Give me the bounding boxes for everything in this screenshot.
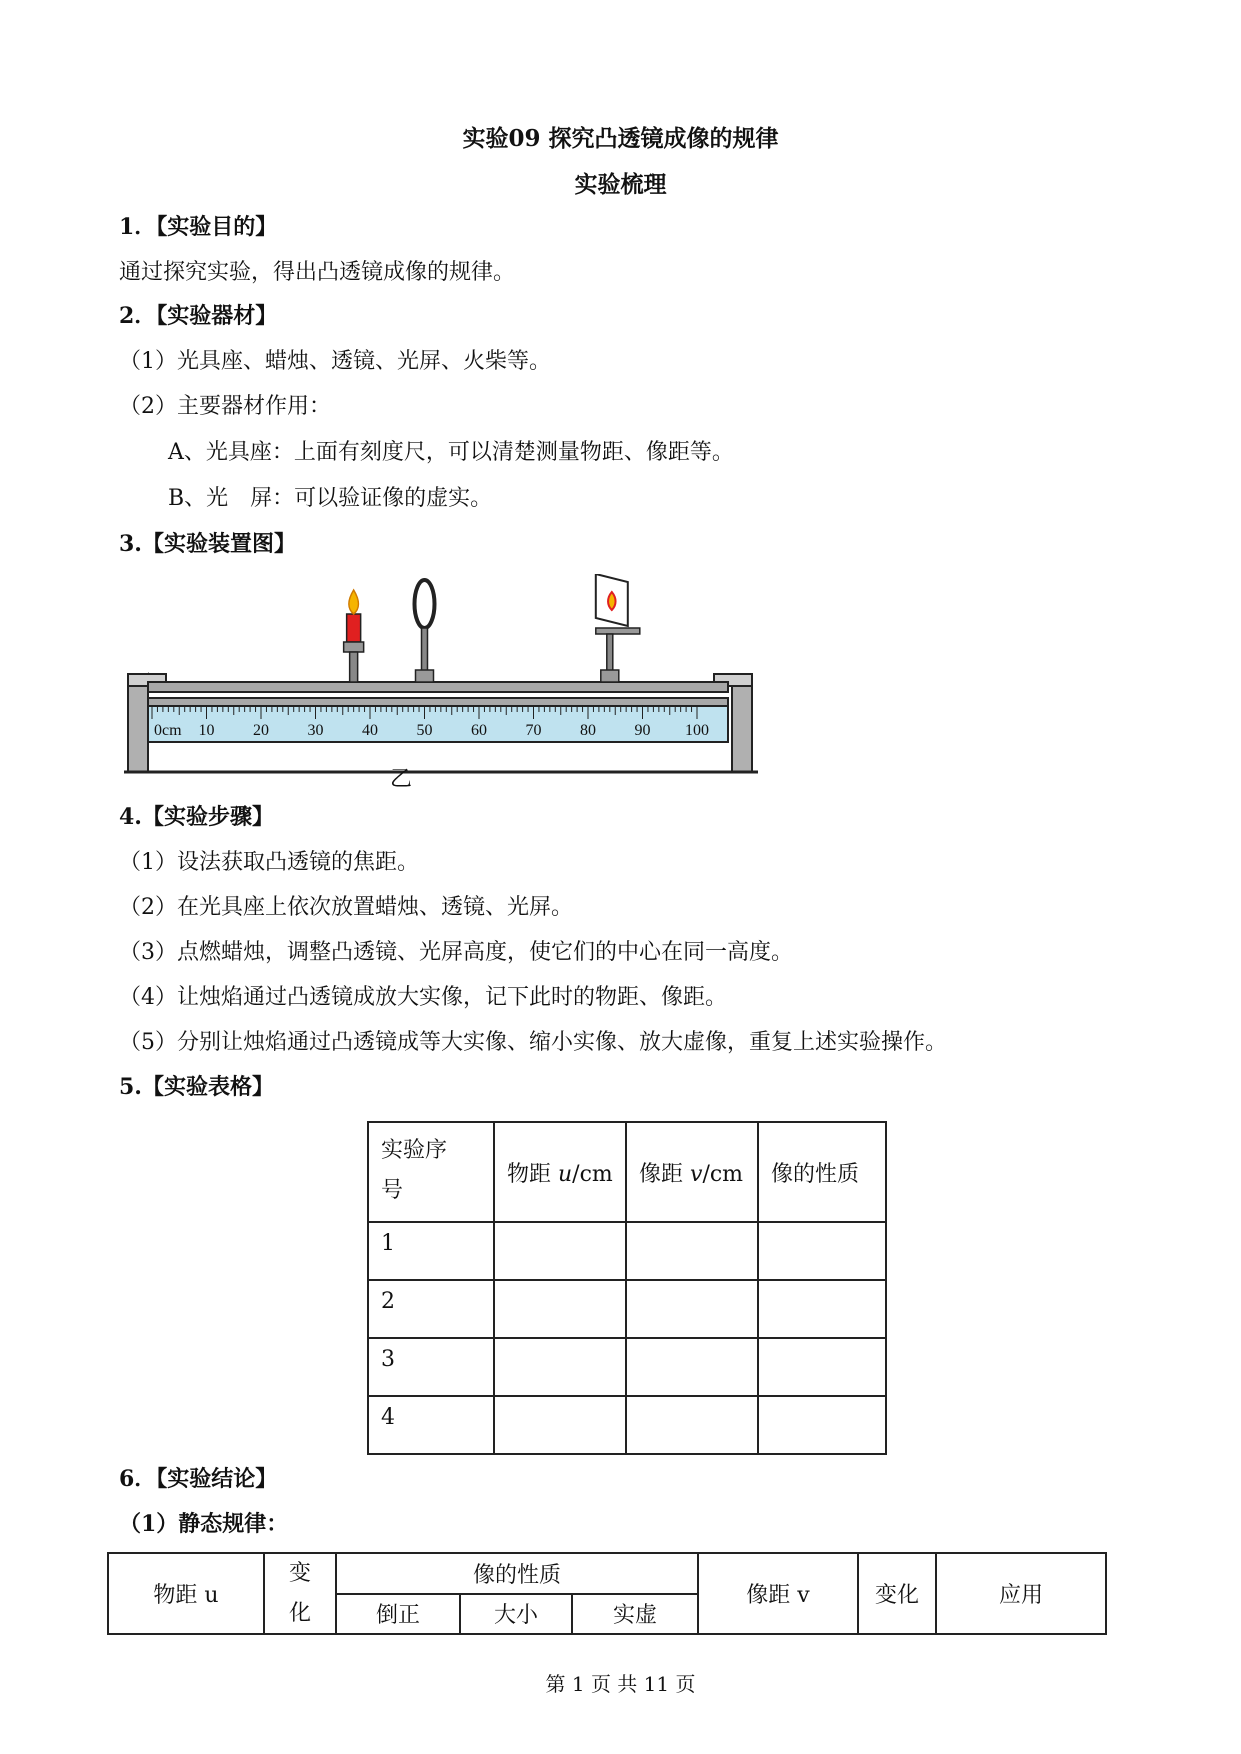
header-image-nature: 像的性质 (336, 1553, 698, 1594)
cell-v (626, 1222, 758, 1280)
section-2-sub-a: A、光具座：上面有刻度尺，可以清楚测量物距、像距等。 (168, 440, 734, 465)
convex-lens (415, 580, 435, 682)
row-seq: 2 (368, 1280, 494, 1338)
candle-holder (344, 642, 364, 652)
experiment-table (367, 1121, 887, 1455)
ruler-tick-label: 50 (416, 722, 433, 739)
header-image-distance-v: 像距 v (698, 1553, 858, 1634)
screen-holder (596, 628, 640, 634)
section-1-heading: 1．【实验目的】 (119, 214, 278, 240)
table-header-row (368, 1122, 886, 1222)
candle-flame-icon (349, 590, 359, 614)
ruler-tick-label: 80 (580, 722, 596, 739)
cell-v (626, 1280, 758, 1338)
section-1-text: 通过探究实验，得出凸透镜成像的规律。 (119, 260, 516, 285)
row-seq: 3 (368, 1338, 494, 1396)
table-row (368, 1280, 886, 1338)
ruler-tick-label: 40 (362, 722, 378, 739)
header-image-distance: 像距 v/cm (626, 1122, 758, 1222)
header-real-virtual: 实虚 (572, 1594, 698, 1635)
header-object-distance: 物距 u/cm (494, 1122, 626, 1222)
candle-body (347, 614, 361, 642)
screen-clamp (601, 670, 619, 682)
optical-bench-figure (118, 574, 768, 794)
page-subtitle: 实验梳理 (574, 171, 667, 198)
cell-v (626, 1338, 758, 1396)
section-6-heading: 6．【实验结论】 (119, 1466, 278, 1492)
step-4: （4）让烛焰通过凸透镜成放大实像，记下此时的物距、像距。 (119, 985, 727, 1010)
section-2-item-1: （1）光具座、蜡烛、透镜、光屏、火柴等。 (119, 349, 551, 374)
section-2-heading: 2．【实验器材】 (119, 303, 278, 329)
ruler-tick-label: 60 (471, 722, 487, 739)
step-3: （3）点燃蜡烛，调整凸透镜、光屏高度，使它们的中心在同一高度。 (119, 940, 793, 965)
step-1: （1）设法获取凸透镜的焦距。 (119, 850, 419, 875)
row-seq: 4 (368, 1396, 494, 1454)
ruler-tick-label: 100 (685, 722, 709, 739)
page-footer: 第 1 页 共 11 页 (545, 1672, 696, 1696)
cell-nature (758, 1222, 886, 1280)
section-4-heading: 4.【实验步骤】 (119, 804, 274, 830)
lens-ring (415, 580, 435, 628)
support-bar-top (148, 682, 728, 692)
cell-v (626, 1396, 758, 1454)
candle (344, 590, 364, 682)
header-object-distance-u: 物距 u (108, 1553, 264, 1634)
header-size: 大小 (460, 1594, 572, 1635)
figure-caption: 乙 (390, 767, 413, 792)
section-2-sub-b: B、光 屏：可以验证像的虚实。 (168, 486, 493, 511)
step-2: （2）在光具座上依次放置蜡烛、透镜、光屏。 (119, 895, 573, 920)
right-stand-front (732, 684, 752, 772)
support-bar-mid (148, 698, 728, 706)
header-change-1: 变 化 (264, 1553, 336, 1634)
header-image-nature: 像的性质 (758, 1122, 886, 1222)
table-row (368, 1396, 886, 1454)
row-seq: 1 (368, 1222, 494, 1280)
header-upright: 倒正 (336, 1594, 460, 1635)
ruler-tick-label: 30 (307, 722, 324, 739)
section-5-heading: 5.【实验表格】 (119, 1074, 274, 1100)
cell-u (494, 1396, 626, 1454)
cell-u (494, 1280, 626, 1338)
screen-image-icon (608, 592, 616, 610)
header-seq: 实验序 号 (368, 1122, 494, 1222)
left-stand-front (128, 684, 148, 772)
step-5: （5）分别让烛焰通过凸透镜成等大实像、缩小实像、放大虚像，重复上述实验操作。 (119, 1030, 947, 1055)
lens-post (422, 628, 428, 672)
header-application: 应用 (936, 1553, 1106, 1634)
table-row (368, 1338, 886, 1396)
screen-post (607, 634, 613, 672)
cell-u (494, 1222, 626, 1280)
section-3-heading: 3.【实验装置图】 (119, 531, 296, 557)
cell-nature (758, 1338, 886, 1396)
ruler-tick-label: 20 (253, 722, 269, 739)
light-screen (596, 574, 640, 682)
lens-clamp (416, 670, 434, 682)
ruler-unit-label: 0cm (154, 722, 182, 739)
section-2-item-2: （2）主要器材作用： (119, 394, 331, 419)
table-row (368, 1222, 886, 1280)
ruler-tick-label: 70 (525, 722, 542, 739)
page-title: 实验09 探究凸透镜成像的规律 (462, 125, 779, 152)
conclusion-table (107, 1552, 1107, 1635)
cell-nature (758, 1396, 886, 1454)
candle-post (350, 652, 358, 682)
cell-nature (758, 1280, 886, 1338)
cell-u (494, 1338, 626, 1396)
header-change-2: 变化 (858, 1553, 936, 1634)
ruler-tick-label: 90 (634, 722, 651, 739)
ruler-tick-label: 10 (198, 722, 215, 739)
section-6-sub-1: （1）静态规律： (119, 1511, 289, 1537)
